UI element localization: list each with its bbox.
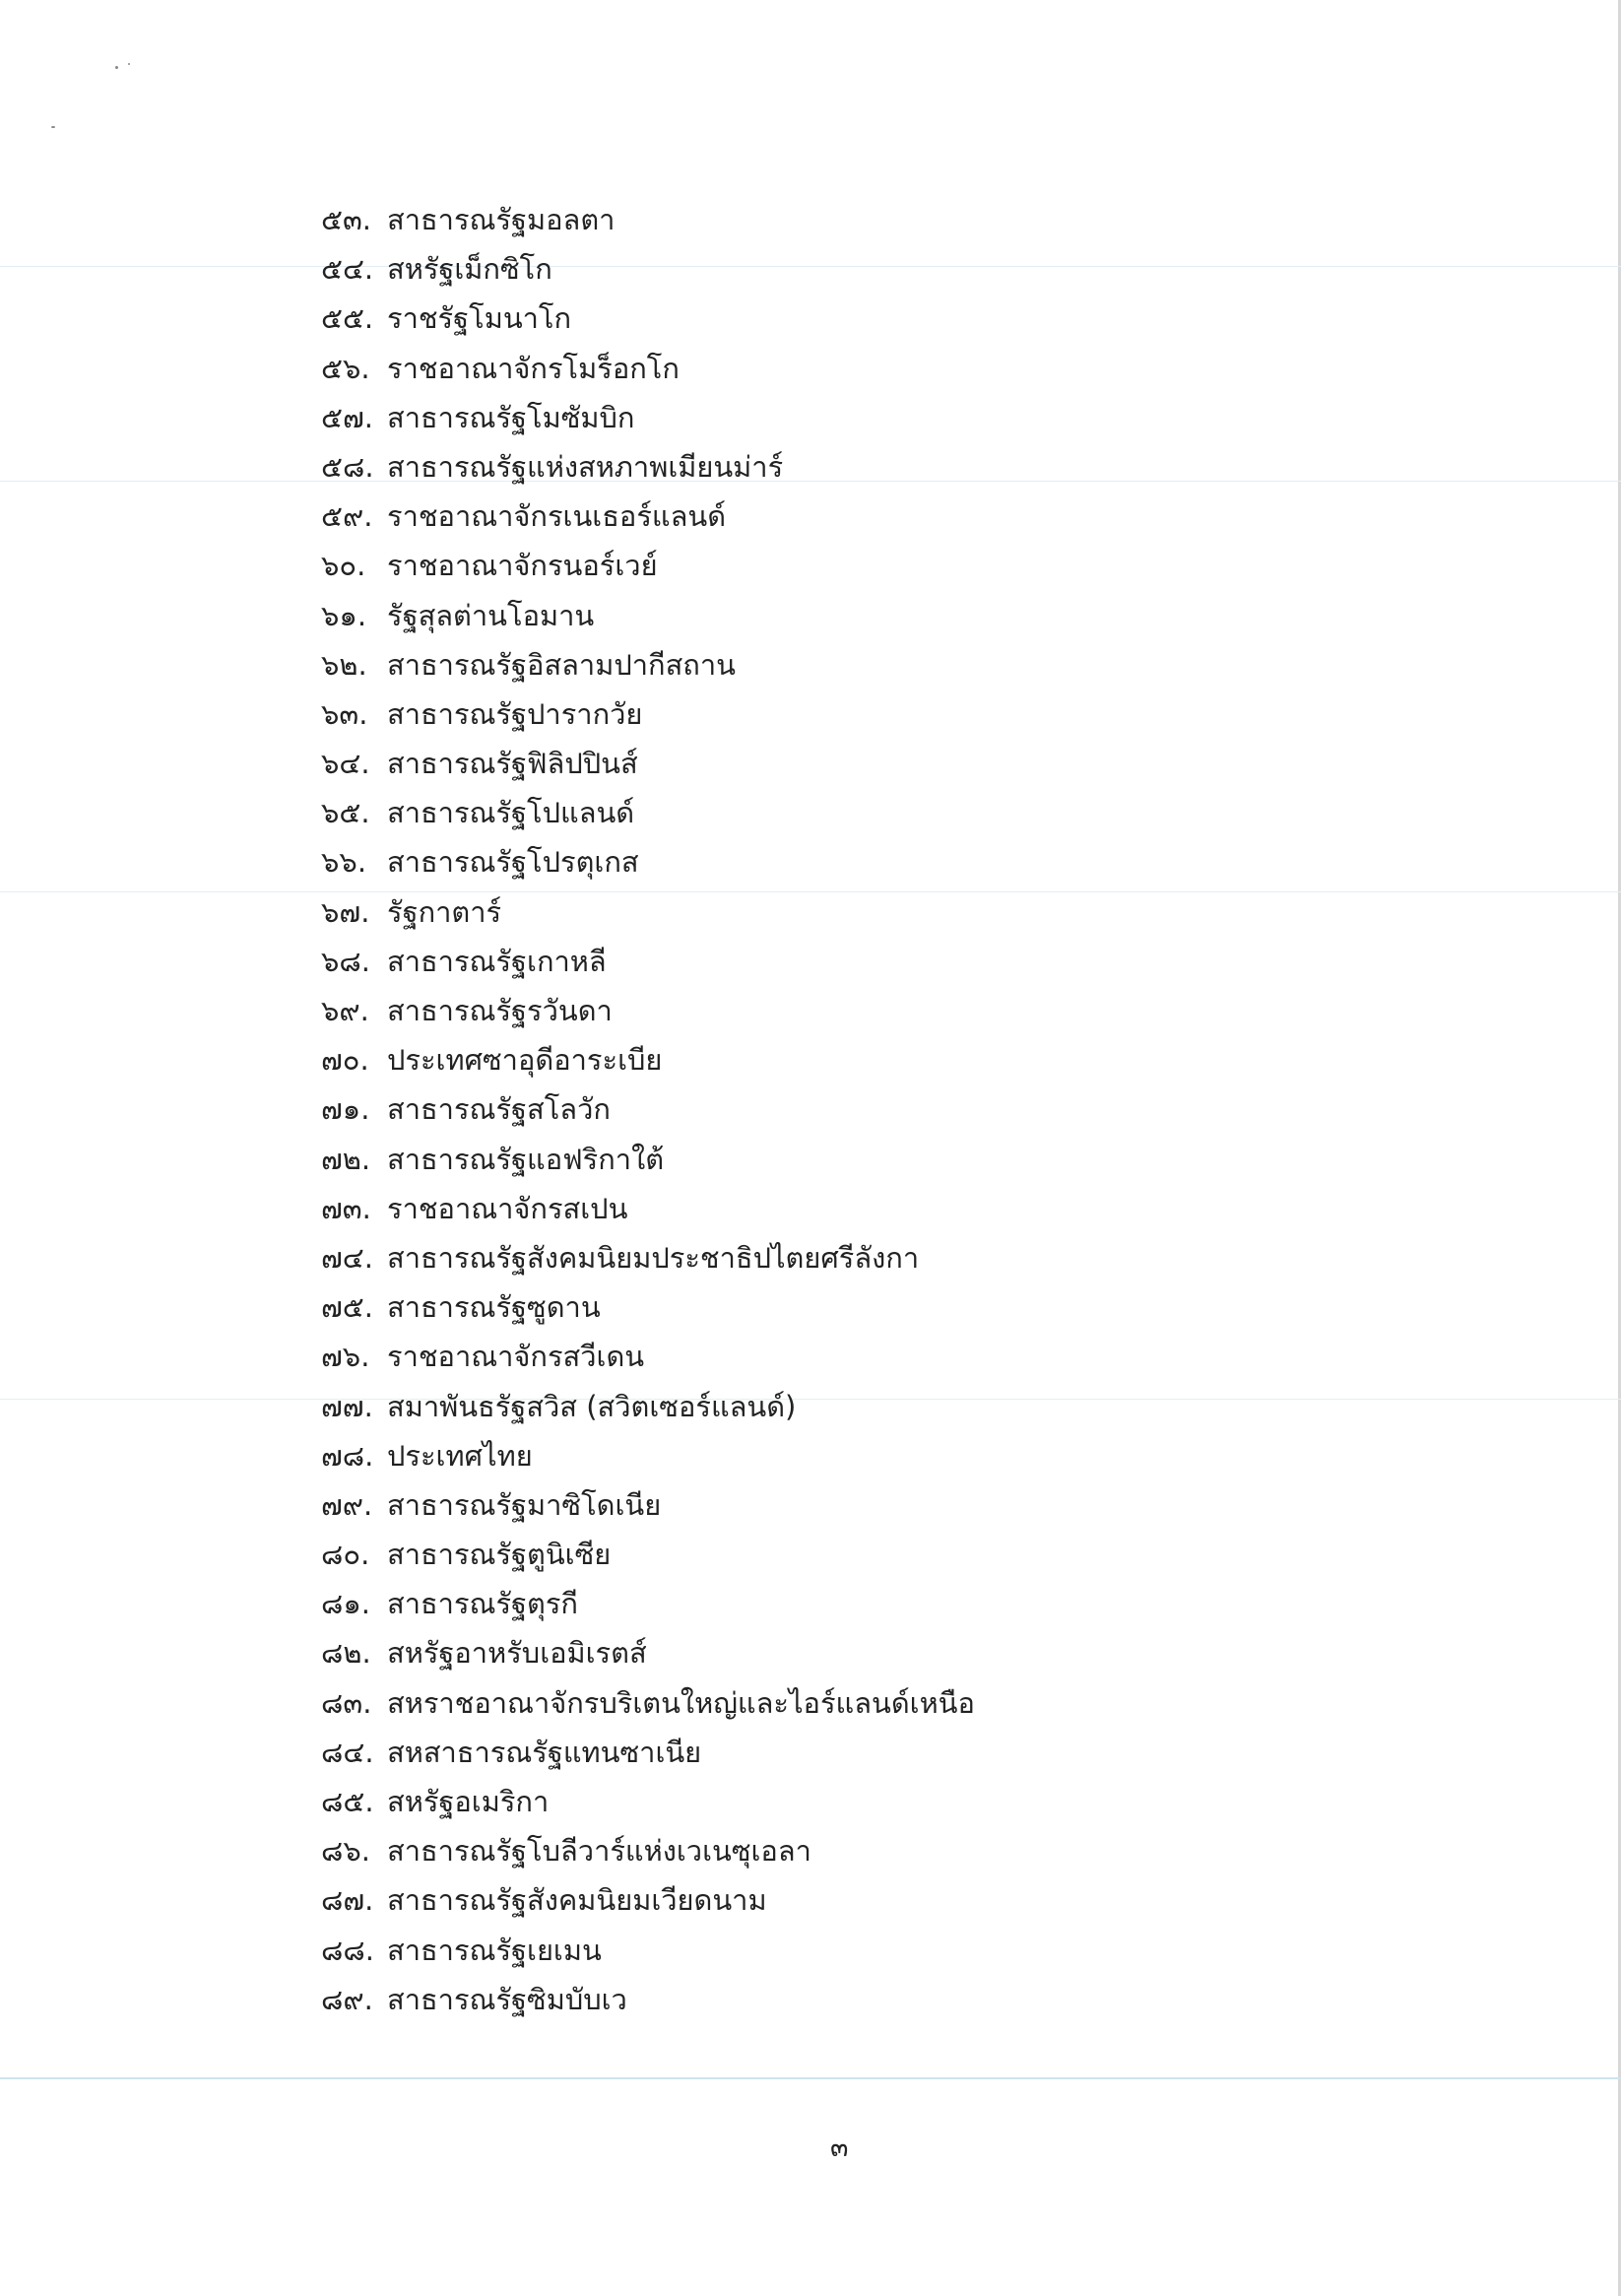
country-name: สาธารณรัฐซูดาน [387,1290,601,1325]
country-name: สาธารณรัฐโบลีวาร์แห่งเวเนซุเอลา [387,1834,811,1869]
item-number: ๖๑. [321,598,367,632]
country-name: สาธารณรัฐรวันดา [387,994,613,1027]
list-item [321,1875,975,1925]
scan-speck [51,126,55,128]
list-item [321,1282,975,1332]
item-number: ๗๐. [321,1043,369,1078]
country-name: สหราชอาณาจักรบริเตนใหญ่และไอร์แลนด์เหนือ [387,1685,975,1720]
item-number: ๗๓. [321,1191,371,1225]
country-name: ราชอาณาจักรนอร์เวย์ [387,549,658,583]
item-number: ๕๕. [321,301,374,336]
list-item [321,1480,975,1530]
list-item [321,1233,975,1282]
country-name: สาธารณรัฐตุรกี [387,1587,578,1621]
country-name: สาธารณรัฐแอฟริกาใต้ [387,1142,665,1176]
country-name: สหรัฐเม็กซิโก [387,252,552,287]
scan-speck [115,66,118,69]
country-name: ราชอาณาจักรโมร็อกโก [387,351,680,385]
country-name: รัฐกาตาร์ [387,894,502,929]
item-number: ๗๘. [321,1438,374,1473]
item-number: ๘๙. [321,1982,373,2016]
footer-rule [0,2077,1621,2079]
item-number: ๗๗. [321,1389,373,1423]
country-name: ราชรัฐโมนาโก [387,301,572,336]
list-item [321,393,975,442]
item-number: ๗๕. [321,1290,373,1325]
list-item [321,492,975,541]
list-item [321,442,975,492]
list-item [321,244,975,294]
list-item [321,1628,975,1677]
country-name: สาธารณรัฐโปแลนด์ [387,796,635,830]
list-item [321,1382,975,1431]
item-number: ๖๘. [321,944,370,978]
list-item [321,1728,975,1777]
country-list [321,195,975,2024]
item-number: ๖๒. [321,647,367,682]
list-item [321,1084,975,1134]
list-item [321,689,975,739]
list-item [321,1678,975,1728]
country-name: สาธารณรัฐมอลตา [387,203,616,236]
country-name: สหรัฐอาหรับเอมิเรตส์ [387,1636,647,1671]
country-name: รัฐสุลต่านโอมาน [387,598,595,632]
item-number: ๘๔. [321,1735,374,1769]
country-name: สาธารณรัฐเกาหลี [387,944,607,978]
item-number: ๕๔. [321,252,374,287]
list-item [321,591,975,640]
country-name: สาธารณรัฐตูนิเซีย [387,1538,612,1572]
item-number: ๕๖. [321,351,370,385]
item-number: ๖๓. [321,696,368,731]
item-number: ๗๒. [321,1142,371,1176]
item-number: ๕๙. [321,499,373,534]
item-number: ๘๒. [321,1636,371,1671]
list-item [321,294,975,343]
item-number: ๘๑. [321,1587,370,1621]
item-number: ๗๔. [321,1240,373,1275]
list-item [321,1826,975,1875]
item-number: ๕๘. [321,449,374,484]
list-item [321,1777,975,1826]
country-name: สาธารณรัฐโปรตุเกส [387,845,639,880]
list-item [321,788,975,837]
country-name: สาธารณรัฐแห่งสหภาพเมียนม่าร์ [387,449,784,484]
country-name: สาธารณรัฐฟิลิปปินส์ [387,747,638,781]
country-name: สาธารณรัฐปารากวัย [387,696,643,731]
item-number: ๖๗. [321,894,370,929]
item-number: ๖๖. [321,845,367,880]
country-name: สาธารณรัฐซิมบับเว [387,1982,627,2016]
country-name: ราชอาณาจักรสเปน [387,1191,628,1225]
list-item [321,739,975,788]
country-name: ราชอาณาจักรเนเธอร์แลนด์ [387,499,727,534]
list-item [321,541,975,590]
list-item [321,640,975,689]
country-name: ประเทศซาอุดีอาระเบีย [387,1043,663,1078]
country-name: สาธารณรัฐสังคมนิยมเวียดนาม [387,1883,767,1918]
list-item [321,1184,975,1233]
country-name: สาธารณรัฐเยเมน [387,1933,602,1967]
item-number: ๘๐. [321,1538,370,1572]
item-number: ๗๑. [321,1092,370,1127]
list-item [321,837,975,886]
country-name: สหรัฐอเมริกา [387,1785,550,1818]
item-number: ๘๕. [321,1785,374,1818]
list-item [321,937,975,986]
country-name: ประเทศไทย [387,1438,533,1473]
list-item [321,1579,975,1628]
list-item [321,1035,975,1084]
item-number: ๕๓. [321,203,371,236]
country-name: สมาพันธรัฐสวิส (สวิตเซอร์แลนด์) [387,1389,797,1423]
country-name: สหสาธารณรัฐแทนซาเนีย [387,1735,702,1769]
scan-speck [128,63,130,65]
item-number: ๖๐. [321,549,366,583]
item-number: ๘๘. [321,1933,374,1967]
list-item [321,1926,975,1975]
country-name: สาธารณรัฐสโลวัก [387,1092,611,1127]
list-item [321,1332,975,1381]
item-number: ๘๖. [321,1834,370,1869]
list-item [321,1431,975,1480]
item-number: ๗๙. [321,1487,373,1522]
country-name: สาธารณรัฐโมซัมบิก [387,400,635,434]
list-item [321,887,975,937]
item-number: ๗๖. [321,1340,370,1374]
list-item [321,195,975,244]
list-item [321,344,975,393]
item-number: ๖๙. [321,994,369,1027]
list-item [321,1135,975,1184]
list-item [321,986,975,1035]
item-number: ๘๗. [321,1883,374,1918]
country-name: สาธารณรัฐสังคมนิยมประชาธิปไตยศรีลังกา [387,1240,920,1275]
item-number: ๖๕. [321,796,370,830]
list-item [321,1530,975,1579]
page-number: ๓ [830,2132,849,2163]
country-name: สาธารณรัฐมาซิโดเนีย [387,1487,662,1522]
item-number: ๘๓. [321,1685,372,1720]
country-name: สาธารณรัฐอิสลามปากีสถาน [387,647,736,682]
item-number: ๕๗. [321,400,373,434]
list-item [321,1975,975,2024]
country-name: ราชอาณาจักรสวีเดน [387,1340,645,1374]
item-number: ๖๔. [321,747,370,781]
